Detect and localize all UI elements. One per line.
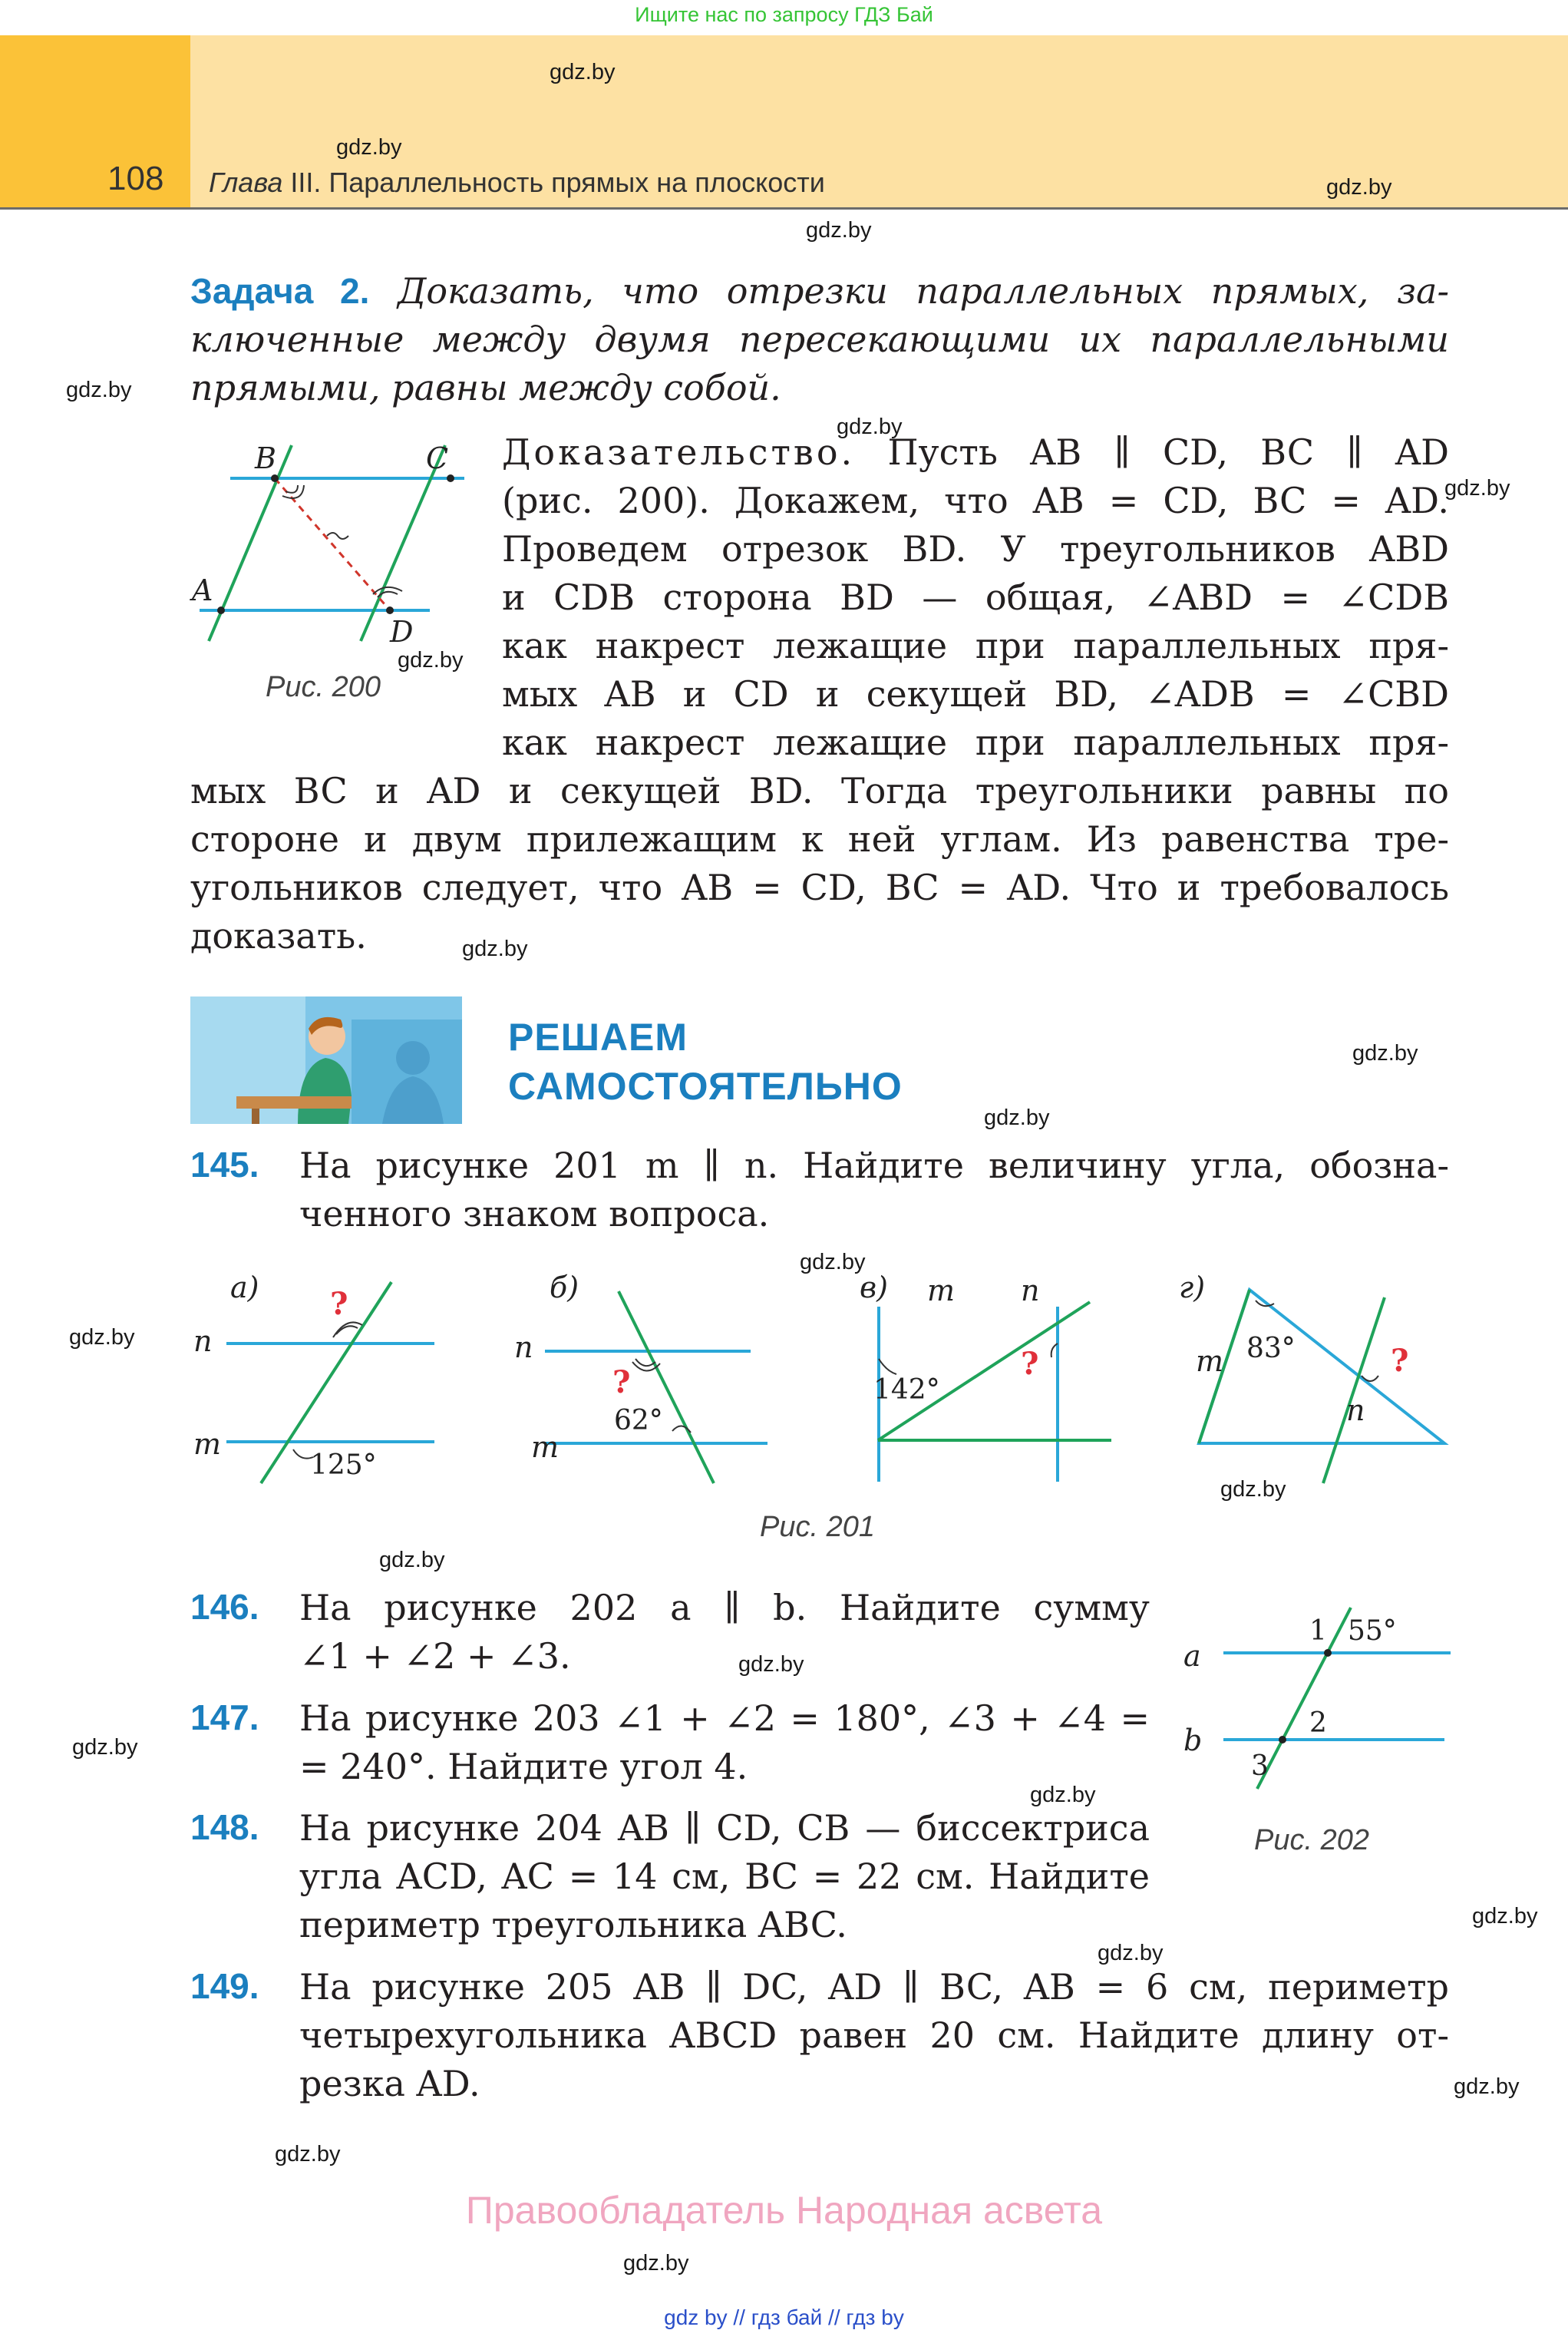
problem-149-l3: резка AD. <box>299 2063 480 2104</box>
proof-l9: стороне и двум прилежащим к ней углам. Из равенства тре- <box>190 818 1449 860</box>
fig201b-m: m <box>531 1430 560 1464</box>
watermark: gdz.by <box>837 415 903 439</box>
watermark: gdz.by <box>1352 1041 1418 1066</box>
task2-label: Задача 2. <box>190 271 370 311</box>
fig202-caption: Рис. 202 <box>1254 1824 1369 1856</box>
label-d: D <box>390 615 414 649</box>
task2-statement-l3: прямыми, равны между собой. <box>190 367 781 408</box>
top-banner[interactable]: Ищите нас по запросу ГДЗ Бай <box>635 3 933 26</box>
problem-149-l1: На рисунке 205 AB ∥ DC, AD ∥ BC, AB = 6 см, периметр <box>299 1966 1449 2008</box>
point-d <box>386 606 394 614</box>
footer-links[interactable]: gdz by // гдз бай // гдз by <box>664 2305 904 2329</box>
fig201b-n: n <box>514 1330 533 1364</box>
fig202-angle-2: 2 <box>1309 1707 1327 1739</box>
watermark: gdz.by <box>398 648 464 673</box>
section-illustration <box>190 996 462 1124</box>
fig201v-tag: в) <box>860 1271 888 1304</box>
watermark: gdz.by <box>806 218 872 243</box>
proof-l11: доказать. <box>190 915 367 957</box>
proof-l6: мых AB и CD и секущей BD, ∠ADB = ∠CBD <box>502 673 1449 715</box>
proof-l5: как накрест лежащие при параллельных пря- <box>502 625 1449 666</box>
watermark: gdz.by <box>1030 1783 1096 1807</box>
fig201g-tag: г) <box>1179 1271 1206 1304</box>
watermark: gdz.by <box>1326 175 1392 200</box>
label-c: C <box>426 441 449 475</box>
fig201b-tag: б) <box>550 1271 579 1304</box>
fig201b-secant <box>619 1291 714 1483</box>
problem-147-l1: На рисунке 203 ∠1 + ∠2 = 180°, ∠3 + ∠4 = <box>299 1697 1150 1739</box>
problem-148-l2: угла ACD, AC = 14 см, BC = 22 см. Найдите <box>299 1856 1150 1897</box>
fig201b-angle: 62° <box>614 1405 663 1436</box>
fig202-point-2 <box>1279 1736 1286 1743</box>
fig201g-angle: 83° <box>1246 1333 1296 1364</box>
watermark: gdz.by <box>462 937 528 961</box>
watermark: gdz.by <box>336 135 402 160</box>
fig202-label-a: a <box>1183 1639 1201 1673</box>
fig202-point-1 <box>1324 1649 1332 1657</box>
fig201a-m: m <box>193 1427 222 1461</box>
watermark: gdz.by <box>379 1548 445 1572</box>
fig200-caption: Рис. 200 <box>266 671 381 703</box>
problem-number: 147. <box>190 1697 259 1737</box>
problem-number: 149. <box>190 1966 259 2006</box>
watermark: gdz.by <box>275 2142 341 2166</box>
watermark: gdz.by <box>1444 476 1510 501</box>
desk <box>236 1096 352 1109</box>
fig201-caption: Рис. 201 <box>760 1511 875 1543</box>
point-a <box>217 606 225 614</box>
section-title-l1: РЕШАЕМ <box>508 1016 688 1059</box>
fig201v-arc <box>879 1359 896 1374</box>
watermark: gdz.by <box>800 1250 866 1274</box>
chapter-title <box>209 167 825 199</box>
problem-146-l1: На рисунке 202 a ∥ b. Найдите сумму <box>299 1587 1150 1628</box>
watermark: gdz.by <box>69 1325 135 1350</box>
header-rule <box>0 207 1568 210</box>
fig201v-angle: 142° <box>873 1374 940 1406</box>
angle-arc-b <box>286 485 298 493</box>
fig201v-n: n <box>1021 1274 1040 1307</box>
watermark: gdz.by <box>1454 2074 1520 2099</box>
watermark: gdz.by <box>1220 1477 1286 1502</box>
point-c <box>447 474 454 482</box>
point-b <box>271 474 279 482</box>
task2-statement-line <box>190 267 1449 316</box>
watermark: gdz.by <box>623 2251 689 2276</box>
watermark: gdz.by <box>72 1735 138 1760</box>
footer-owner: Правообладатель Народная асвета <box>465 2189 1103 2232</box>
problem-145-l1: На рисунке 201 m ∥ n. Найдите величину угла, обозна- <box>299 1145 1449 1186</box>
chapter-name: III. Параллельность прямых на плоскости <box>290 167 825 198</box>
proof-l2: (рис. 200). Докажем, что AB = CD, BC = AD. <box>502 480 1449 521</box>
fig202-secant <box>1257 1608 1351 1789</box>
problem-number: 146. <box>190 1587 259 1627</box>
label-b: B <box>255 441 276 475</box>
proof-word: Доказательство. <box>502 431 856 473</box>
problem-148-l3: периметр треугольника ABC. <box>299 1904 847 1945</box>
fig201b-question: ? <box>612 1364 631 1400</box>
proof-l1: Пусть AB ∥ CD, BC ∥ AD <box>887 431 1450 473</box>
fig202-label-b: b <box>1183 1724 1203 1757</box>
chapter-prefix: Глава <box>209 167 283 198</box>
desk-leg <box>252 1109 259 1124</box>
proof-l10: угольников следует, что AB = CD, BC = AD. Что и требовалось <box>190 867 1449 908</box>
fig201a-question: ? <box>330 1286 348 1322</box>
problem-146-l2: ∠1 + ∠2 + ∠3. <box>299 1635 571 1677</box>
fig201v-question: ? <box>1021 1346 1039 1382</box>
task2-statement-l1: Доказать, что отрезки параллельных прямых, за- <box>397 270 1449 312</box>
problem-number: 148. <box>190 1807 259 1847</box>
problem-147-l2: = 240°. Найдите угол 4. <box>299 1746 748 1787</box>
problem-number: 145. <box>190 1145 259 1185</box>
figure-201 <box>184 1267 1458 1497</box>
watermark: gdz.by <box>550 60 616 84</box>
fig201a-angle: 125° <box>310 1449 377 1481</box>
tick-mark <box>327 533 348 539</box>
proof-line-1 <box>502 428 1449 478</box>
label-a: A <box>192 573 213 607</box>
figure-200 <box>184 430 491 668</box>
watermark: gdz.by <box>738 1652 804 1677</box>
task2-statement-l2: ключенные между двумя пересекающими их параллельными <box>190 319 1449 360</box>
fig201a-tag: а) <box>230 1271 259 1304</box>
fig201g-m: m <box>1196 1344 1224 1378</box>
proof-l3: Проведем отрезок BD. У треугольников ABD <box>502 528 1449 570</box>
fig201g-question: ? <box>1391 1343 1409 1379</box>
fig202-angle-1: 1 <box>1309 1615 1327 1647</box>
proof-l4: и CDB сторона BD — общая, ∠ABD = ∠CDB <box>502 577 1449 618</box>
fig201v-m: m <box>927 1274 956 1307</box>
angle-arc-d2 <box>373 587 402 594</box>
problem-145-l2: ченного знаком вопроса. <box>299 1193 770 1234</box>
proof-l8: мых BC и AD и секущей BD. Тогда треугольники равны по <box>190 770 1449 811</box>
section-title-l2: САМОСТОЯТЕЛЬНО <box>508 1065 903 1108</box>
fig201a-n: n <box>193 1324 213 1358</box>
silhouette-head <box>396 1041 430 1075</box>
watermark: gdz.by <box>1098 1941 1164 1965</box>
watermark: gdz.by <box>66 378 132 402</box>
problem-148-l1: На рисунке 204 AB ∥ CD, CB — биссектриса <box>299 1807 1150 1849</box>
fig202-angle-value: 55° <box>1348 1615 1397 1647</box>
page-number: 108 <box>107 160 164 197</box>
fig202-angle-3: 3 <box>1251 1750 1269 1782</box>
fig201g-n: n <box>1346 1393 1365 1427</box>
problem-149-l2: четырехугольника ABCD равен 20 см. Найдите длину от- <box>299 2014 1449 2056</box>
watermark: gdz.by <box>1472 1904 1538 1929</box>
figure-202 <box>1174 1597 1466 1796</box>
watermark: gdz.by <box>984 1106 1050 1130</box>
proof-l7: как накрест лежащие при параллельных пря- <box>502 722 1449 763</box>
